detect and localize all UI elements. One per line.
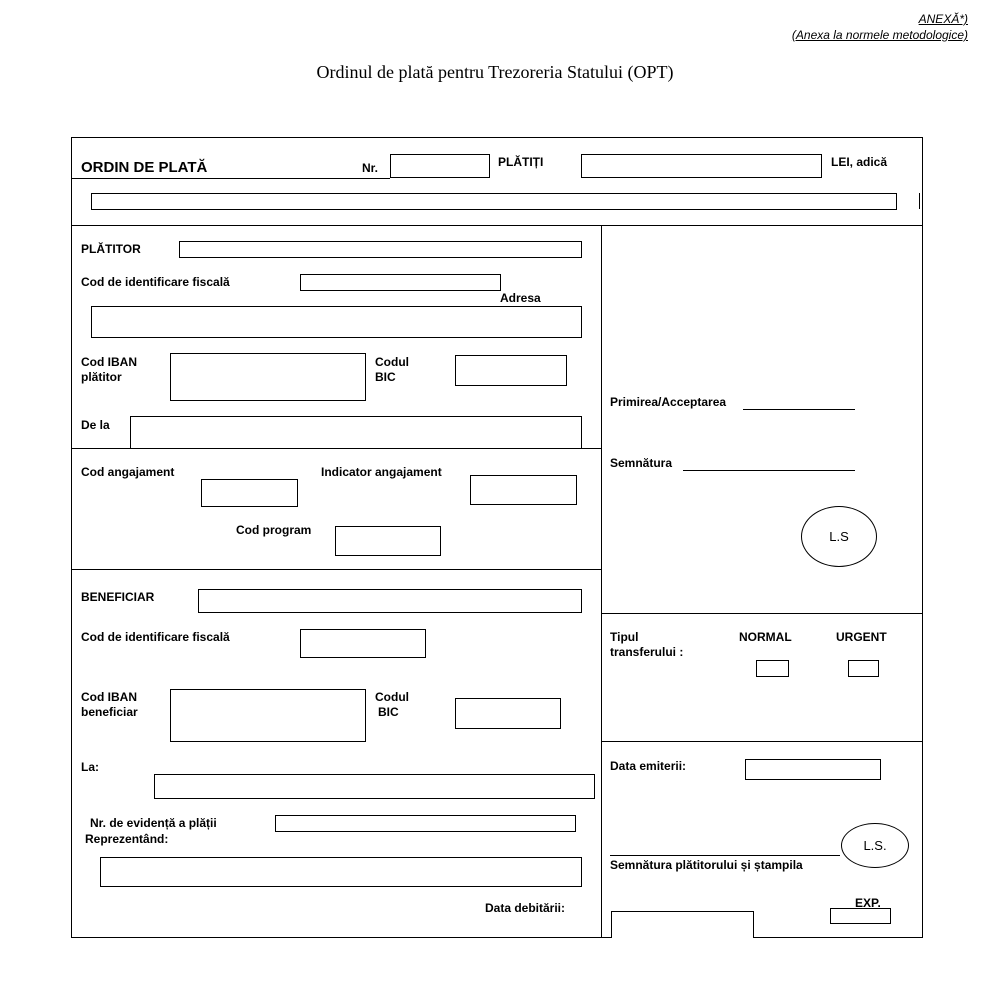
annex-note: (Anexa la normele metodologice) [791,28,968,42]
representing-field[interactable] [100,857,582,887]
right-section-divider-2 [601,741,923,742]
beneficiary-title: BENEFICIAR [81,590,155,604]
payer-bic-label-1: Codul [375,355,409,369]
exp-field[interactable] [830,908,891,924]
payer-from-label: De la [81,418,110,432]
payer-address-label: Adresa [500,291,541,305]
annex-label: ANEXĂ*) [918,12,968,26]
commitment-section-divider [71,569,602,570]
program-code-field[interactable] [335,526,441,556]
issue-date-label: Data emiterii: [610,759,687,773]
beneficiary-iban-label-1: Cod IBAN [81,690,137,704]
transfer-type-label-1: Tipul [610,630,639,644]
beneficiary-iban-label-2: beneficiar [81,705,138,719]
section-divider [71,225,923,226]
signature-label: Semnătura [610,456,673,470]
beneficiary-fiscal-code-label: Cod de identificare fiscală [81,630,230,644]
lei-label: LEI, adică [831,155,888,169]
payer-from-field[interactable] [130,416,582,449]
beneficiary-bic-field[interactable] [455,698,561,729]
amount-field[interactable] [581,154,822,178]
order-title: ORDIN DE PLATĂ [81,159,208,176]
payment-record-nr-label: Nr. de evidență a plății [90,816,217,830]
urgent-label: URGENT [836,630,887,644]
payment-record-nr-field[interactable] [275,815,576,832]
right-section-divider-1 [601,613,923,614]
beneficiary-fiscal-code-field[interactable] [300,629,426,658]
transfer-type-label-2: transferului : [610,645,684,659]
title-underline [71,178,390,179]
commitment-indicator-label: Indicator angajament [321,465,442,479]
payer-fiscal-code-field[interactable] [300,274,501,291]
representing-label: Reprezentând: [85,832,169,846]
beneficiary-to-label: La: [81,760,99,774]
document-title: Ordinul de plată pentru Trezoreria Statului (OPT) [316,62,674,82]
beneficiary-name-field[interactable] [198,589,582,613]
payer-name-field[interactable] [179,241,582,258]
acceptance-line[interactable] [743,409,855,410]
commitment-code-label: Cod angajament [81,465,175,479]
payer-title: PLĂTITOR [81,242,141,256]
issue-date-field[interactable] [745,759,881,780]
payer-signature-label: Semnătura plătitorului și ștampila [610,858,803,872]
debit-date-field[interactable] [611,911,754,938]
amount-words-tick [919,193,920,209]
commitment-indicator-field[interactable] [470,475,577,505]
beneficiary-bic-label-2: BIC [378,705,399,719]
nr-label: Nr. [362,161,379,175]
acceptance-label: Primirea/Acceptarea [610,395,727,409]
exp-label: EXP. [855,896,881,910]
urgent-checkbox[interactable] [848,660,879,677]
amount-in-words-field[interactable] [91,193,897,210]
payer-address-field[interactable] [91,306,582,338]
seal-stamp: L.S [801,506,877,567]
pay-label: PLĂTIȚI [498,155,544,169]
beneficiary-iban-field[interactable] [170,689,366,742]
program-code-label: Cod program [236,523,312,537]
debit-date-label: Data debitării: [485,901,566,915]
commitment-code-field[interactable] [201,479,298,507]
payer-iban-field[interactable] [170,353,366,401]
payer-fiscal-code-label: Cod de identificare fiscală [81,275,230,289]
normal-checkbox[interactable] [756,660,789,677]
seal-stamp-2: L.S. [841,823,909,868]
normal-label: NORMAL [739,630,792,644]
payer-section-divider [71,448,602,449]
payer-signature-line[interactable] [610,855,840,856]
beneficiary-bic-label-1: Codul [375,690,409,704]
payer-bic-field[interactable] [455,355,567,386]
payer-bic-label-2: BIC [375,370,396,384]
payer-iban-label-2: plătitor [81,370,122,384]
column-divider [601,225,602,938]
beneficiary-to-field[interactable] [154,774,595,799]
signature-line[interactable] [683,470,855,471]
order-number-field[interactable] [390,154,490,178]
payer-iban-label-1: Cod IBAN [81,355,137,369]
